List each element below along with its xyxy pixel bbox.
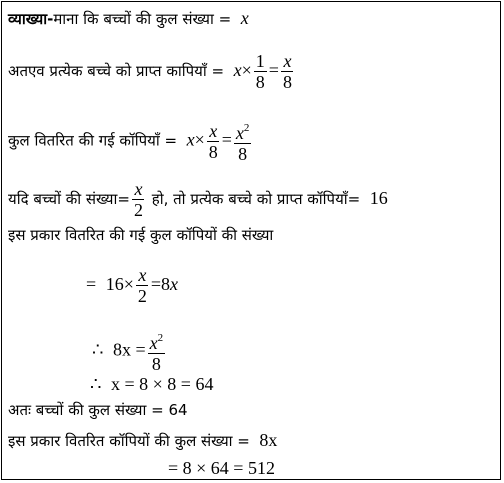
line-10 (8, 430, 277, 451)
line-4-frac (132, 180, 145, 219)
frac-den: 8 (208, 141, 218, 162)
line-9 (8, 400, 188, 420)
line-7-frac (148, 329, 166, 373)
line-3-frac-1 (207, 122, 220, 161)
line-6-frac (136, 266, 149, 305)
line-2-text: अतएव प्रत्येक बच्चे को प्राप्त कापियाँ = (8, 62, 225, 80)
line-5-text: इस प्रकार वितरित की गई कुल कॉपियों की संख्या (8, 226, 274, 244)
frac-num (234, 119, 252, 144)
frac-den: 8 (151, 354, 161, 374)
line-3-text: कुल वितरित की गई कॉपियाँ = (8, 131, 178, 150)
line-4-value: 16 (369, 188, 388, 208)
line-8-text: x = 8 × 8 = 64 (111, 374, 214, 394)
frac-num-exp: 2 (157, 332, 164, 344)
frac-den: 8 (255, 72, 265, 92)
frac-num-var: x (235, 123, 244, 143)
line-11 (168, 458, 275, 479)
line-3-x: x (186, 129, 195, 150)
line-4-text-2: हो, तो प्रत्येक बच्चे को प्राप्त कॉपियाँ= (151, 190, 361, 208)
frac-den: 2 (133, 200, 143, 220)
solution-box (1, 1, 501, 480)
line-2-times: × (241, 60, 252, 80)
line-7 (92, 329, 167, 373)
line-6-eq: = (86, 274, 97, 294)
frac-num-exp: 2 (243, 122, 250, 134)
therefore-symbol: ∴ (90, 374, 102, 394)
line-4-text-1: यदि बच्चों की संख्या= (8, 190, 130, 208)
line-2-frac-2 (281, 52, 294, 91)
therefore-symbol: ∴ (92, 339, 104, 360)
line-9-text: अतः बच्चों की कुल संख्या = 64 (8, 401, 188, 419)
line-2-x: x (233, 60, 242, 80)
frac-num-var: x (149, 333, 158, 353)
line-4 (8, 180, 388, 219)
frac-den: 8 (238, 144, 248, 164)
line-2-eq: = (268, 60, 279, 80)
frac-num: 1 (255, 51, 265, 71)
line-3 (8, 119, 253, 163)
line-1 (8, 8, 249, 29)
line-6-coef: 16× (105, 274, 134, 294)
frac-num: x (209, 120, 218, 141)
line-7-lhs: 8x = (113, 339, 146, 360)
line-10-text: इस प्रकार वितरित कॉपियों की कुल संख्या = (8, 432, 250, 450)
line-11-text: = 8 × 64 = 512 (168, 458, 275, 478)
explanation-label: व्याख्या- (8, 10, 54, 28)
line-3-times: × (194, 129, 205, 150)
frac-num: x (283, 51, 292, 71)
line-3-frac-2 (234, 119, 252, 163)
line-8 (90, 374, 213, 395)
frac-num (148, 329, 166, 354)
frac-den: 8 (282, 72, 292, 92)
frac-num: x (138, 265, 147, 285)
line-6 (86, 266, 178, 305)
line-3-eq: = (221, 129, 232, 150)
frac-den: 2 (137, 286, 147, 306)
line-1-text: माना कि बच्चों की कुल संख्या = (53, 10, 232, 28)
line-6-post: =8 (150, 274, 171, 294)
line-2-frac-1 (254, 52, 267, 91)
line-2 (8, 52, 296, 91)
line-5 (8, 225, 273, 245)
line-10-value: 8x (259, 430, 278, 450)
line-6-var: x (170, 274, 179, 294)
line-1-var: x (240, 8, 249, 28)
frac-num: x (134, 179, 143, 199)
